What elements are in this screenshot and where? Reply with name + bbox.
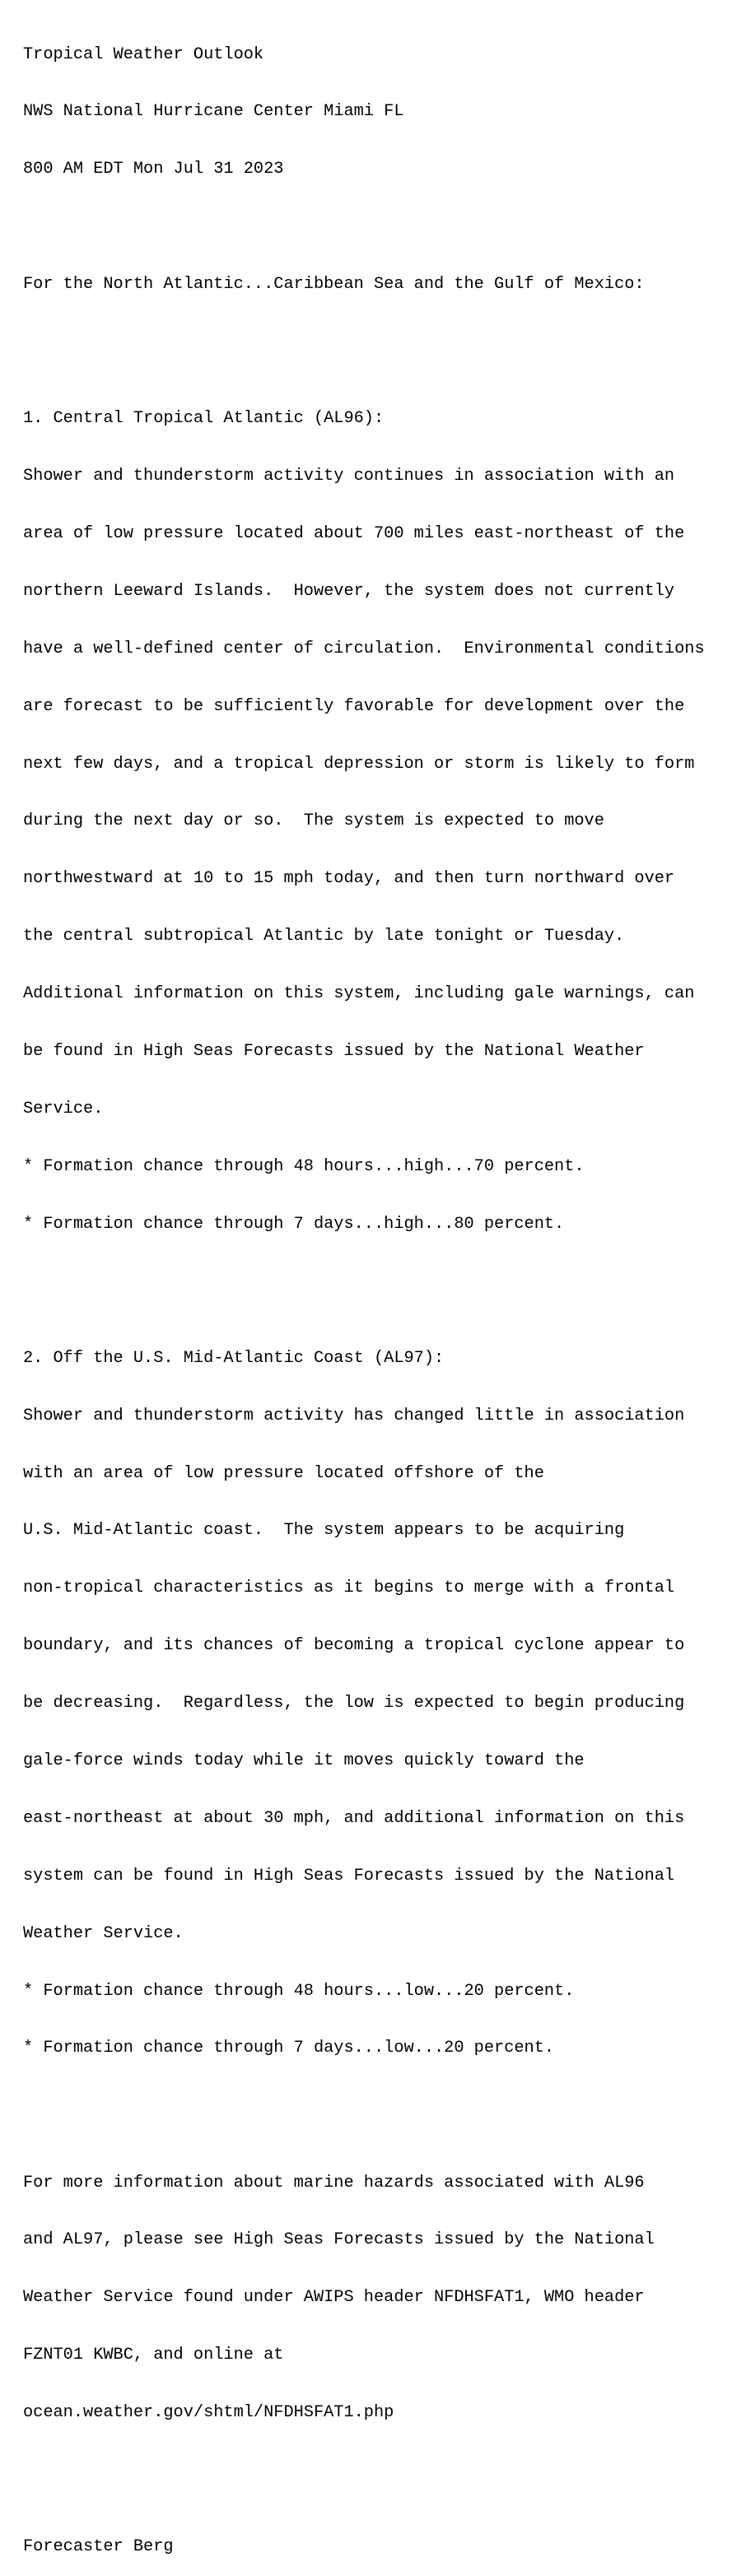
system-body-line: Shower and thunderstorm activity continues in association with an xyxy=(23,467,675,486)
system-body-line: have a well-defined center of circulation. Environmental conditions xyxy=(23,639,705,658)
closing-line: For more information about marine hazards associated with AL96 xyxy=(23,2173,645,2192)
issuing-office: NWS National Hurricane Center Miami FL xyxy=(23,102,404,122)
blank-line xyxy=(23,2096,705,2115)
system-heading: 1. Central Tropical Atlantic (AL96): xyxy=(23,409,385,429)
outlook-document xyxy=(23,7,705,2576)
system-body-line: Weather Service. xyxy=(23,1923,184,1943)
system-body-line: be found in High Seas Forecasts issued by the National Weather xyxy=(23,1042,645,1062)
intro-line: For the North Atlantic...Caribbean Sea and the Gulf of Mexico: xyxy=(23,275,645,295)
blank-line xyxy=(23,1272,705,1291)
system-body-line: be decreasing. Regardless, the low is expected to begin producing xyxy=(23,1694,685,1713)
system-body-line: northwestward at 10 to 15 mph today, and then turn northward over xyxy=(23,869,675,889)
blank-line xyxy=(23,217,705,236)
formation-chance-7d: * Formation chance through 7 days...high...80 percent. xyxy=(23,1214,565,1234)
issue-time: 800 AM EDT Mon Jul 31 2023 xyxy=(23,160,284,179)
system-body-line: boundary, and its chances of becoming a tropical cyclone appear to xyxy=(23,1636,685,1656)
closing-line: Weather Service found under AWIPS header NFDHSFAT1, WMO header xyxy=(23,2288,645,2308)
formation-chance-48h: * Formation chance through 48 hours...high...70 percent. xyxy=(23,1156,585,1176)
system-heading: 2. Off the U.S. Mid-Atlantic Coast (AL97): xyxy=(23,1348,445,1368)
formation-chance-48h: * Formation chance through 48 hours...low...20 percent. xyxy=(23,1981,575,2001)
system-body-line: gale-force winds today while it moves quickly toward the xyxy=(23,1751,585,1771)
blank-line xyxy=(23,2461,705,2480)
system-body-line: northern Leeward Islands. However, the system does not currently xyxy=(23,581,675,601)
system-body-line: east-northeast at about 30 mph, and additional information on this xyxy=(23,1808,685,1828)
document-title: Tropical Weather Outlook xyxy=(23,44,264,64)
closing-line: FZNT01 KWBC, and online at xyxy=(23,2346,284,2365)
blank-line xyxy=(23,332,705,351)
system-body-line: the central subtropical Atlantic by late tonight or Tuesday. xyxy=(23,927,625,946)
system-body-line: are forecast to be sufficiently favorable for development over the xyxy=(23,696,685,716)
forecaster-signature: Forecaster Berg xyxy=(23,2537,174,2557)
closing-url-line: ocean.weather.gov/shtml/NFDHSFAT1.php xyxy=(23,2403,394,2423)
system-body-line: Shower and thunderstorm activity has changed little in association xyxy=(23,1406,685,1425)
system-body-line: with an area of low pressure located offshore of the xyxy=(23,1463,544,1483)
system-body-line: Service. xyxy=(23,1099,104,1118)
system-body-line: Additional information on this system, including gale warnings, can xyxy=(23,984,695,1004)
closing-line: and AL97, please see High Seas Forecasts issued by the National xyxy=(23,2230,655,2250)
formation-chance-7d: * Formation chance through 7 days...low...20 percent. xyxy=(23,2039,555,2058)
system-body-line: system can be found in High Seas Forecasts issued by the National xyxy=(23,1866,675,1886)
system-body-line: area of low pressure located about 700 miles east-northeast of the xyxy=(23,524,685,544)
system-body-line: U.S. Mid-Atlantic coast. The system appears to be acquiring xyxy=(23,1521,625,1541)
system-body-line: during the next day or so. The system is expected to move xyxy=(23,811,604,831)
system-body-line: non-tropical characteristics as it begins to merge with a frontal xyxy=(23,1579,675,1598)
system-body-line: next few days, and a tropical depression or storm is likely to form xyxy=(23,754,695,774)
